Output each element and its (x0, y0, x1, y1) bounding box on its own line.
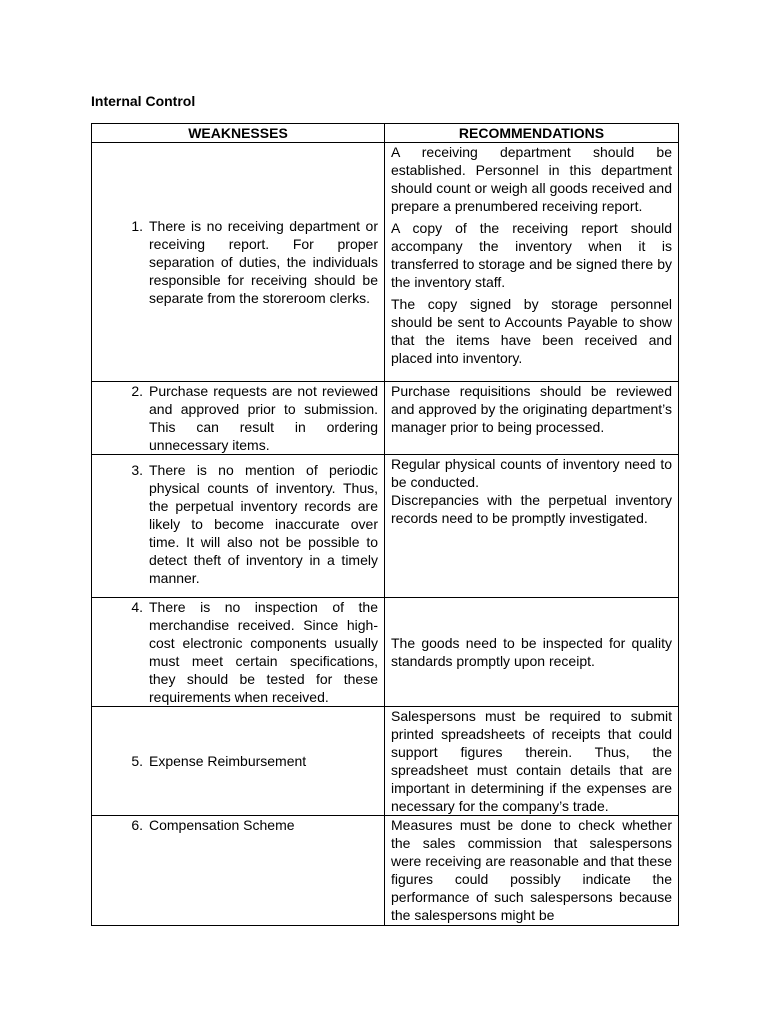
table-row (92, 598, 679, 707)
recommendations-header: RECOMMENDATIONS (385, 124, 679, 143)
recommendation-cell (385, 816, 679, 926)
document-title: Internal Control (91, 93, 196, 109)
weakness-text: There is no mention of periodic physical counts of inventory. Thus, the perpetual inventory records are likely to become inaccurate over time. It will also not be possible to detect theft of inventory in a timely manner. (149, 462, 378, 586)
item-number: 5. (131, 753, 143, 769)
table-row (92, 707, 679, 816)
weakness-text: There is no receiving department or receiving report. For proper separation of duties, the individuals responsible for receiving should be separate from the storeroom clerks. (149, 218, 378, 306)
weakness-cell (92, 598, 385, 707)
weakness-text: Compensation Scheme (149, 817, 295, 833)
weakness-cell (92, 143, 385, 382)
weakness-cell (92, 707, 385, 816)
recommendation-text: Salespersons must be required to submit printed spreadsheets of receipts that could support figures therein. Thus, the spreadsheet must contain details that are important in determining if the expenses are necessary for the company’s trade. (391, 708, 672, 814)
recommendation-cell (385, 455, 679, 598)
recommendation-text: Discrepancies with the perpetual inventory records need to be promptly investigated. (391, 492, 672, 526)
recommendation-text: The goods need to be inspected for quality standards promptly upon receipt. (391, 635, 672, 669)
weakness-text: There is no inspection of the merchandise received. Since high-cost electronic components usually must meet certain specifications, they should be tested for these requirements when received. (149, 599, 378, 705)
recommendation-cell (385, 707, 679, 816)
recommendation-text: Regular physical counts of inventory need to be conducted. (391, 456, 672, 490)
weakness-cell (92, 455, 385, 598)
table-row (92, 143, 679, 382)
recommendation-text: The copy signed by storage personnel should be sent to Accounts Payable to show that the items have been received and placed into inventory. (391, 296, 672, 366)
recommendation-cell (385, 598, 679, 707)
internal-control-table (91, 123, 679, 926)
item-number: 4. (131, 599, 143, 615)
weaknesses-header: WEAKNESSES (92, 124, 385, 143)
recommendation-text: A copy of the receiving report should accompany the inventory when it is transferred to storage and be signed there by the inventory staff. (391, 220, 672, 290)
recommendation-cell (385, 143, 679, 382)
recommendation-text: Measures must be done to check whether the sales commission that salespersons were receiving are reasonable and that these figures could possibly indicate the performance of such salespersons because the salespersons might be (391, 817, 672, 923)
weakness-cell (92, 816, 385, 926)
item-number: 2. (131, 383, 143, 399)
recommendation-text: A receiving department should be established. Personnel in this department should count or weigh all goods received and prepare a prenumbered receiving report. (391, 144, 672, 214)
table-row (92, 382, 679, 455)
table-row (92, 455, 679, 598)
weakness-cell (92, 382, 385, 455)
weakness-text: Purchase requests are not reviewed and approved prior to submission. This can result in ordering unnecessary items. (149, 383, 378, 453)
item-number: 1. (131, 218, 143, 234)
recommendation-text: Purchase requisitions should be reviewed and approved by the originating department’s manager prior to being processed. (391, 383, 672, 435)
table-row (92, 816, 679, 926)
table-header-row (92, 124, 679, 143)
item-number: 6. (131, 817, 143, 833)
weakness-text: Expense Reimbursement (149, 753, 307, 769)
recommendation-cell (385, 382, 679, 455)
item-number: 3. (131, 462, 143, 478)
